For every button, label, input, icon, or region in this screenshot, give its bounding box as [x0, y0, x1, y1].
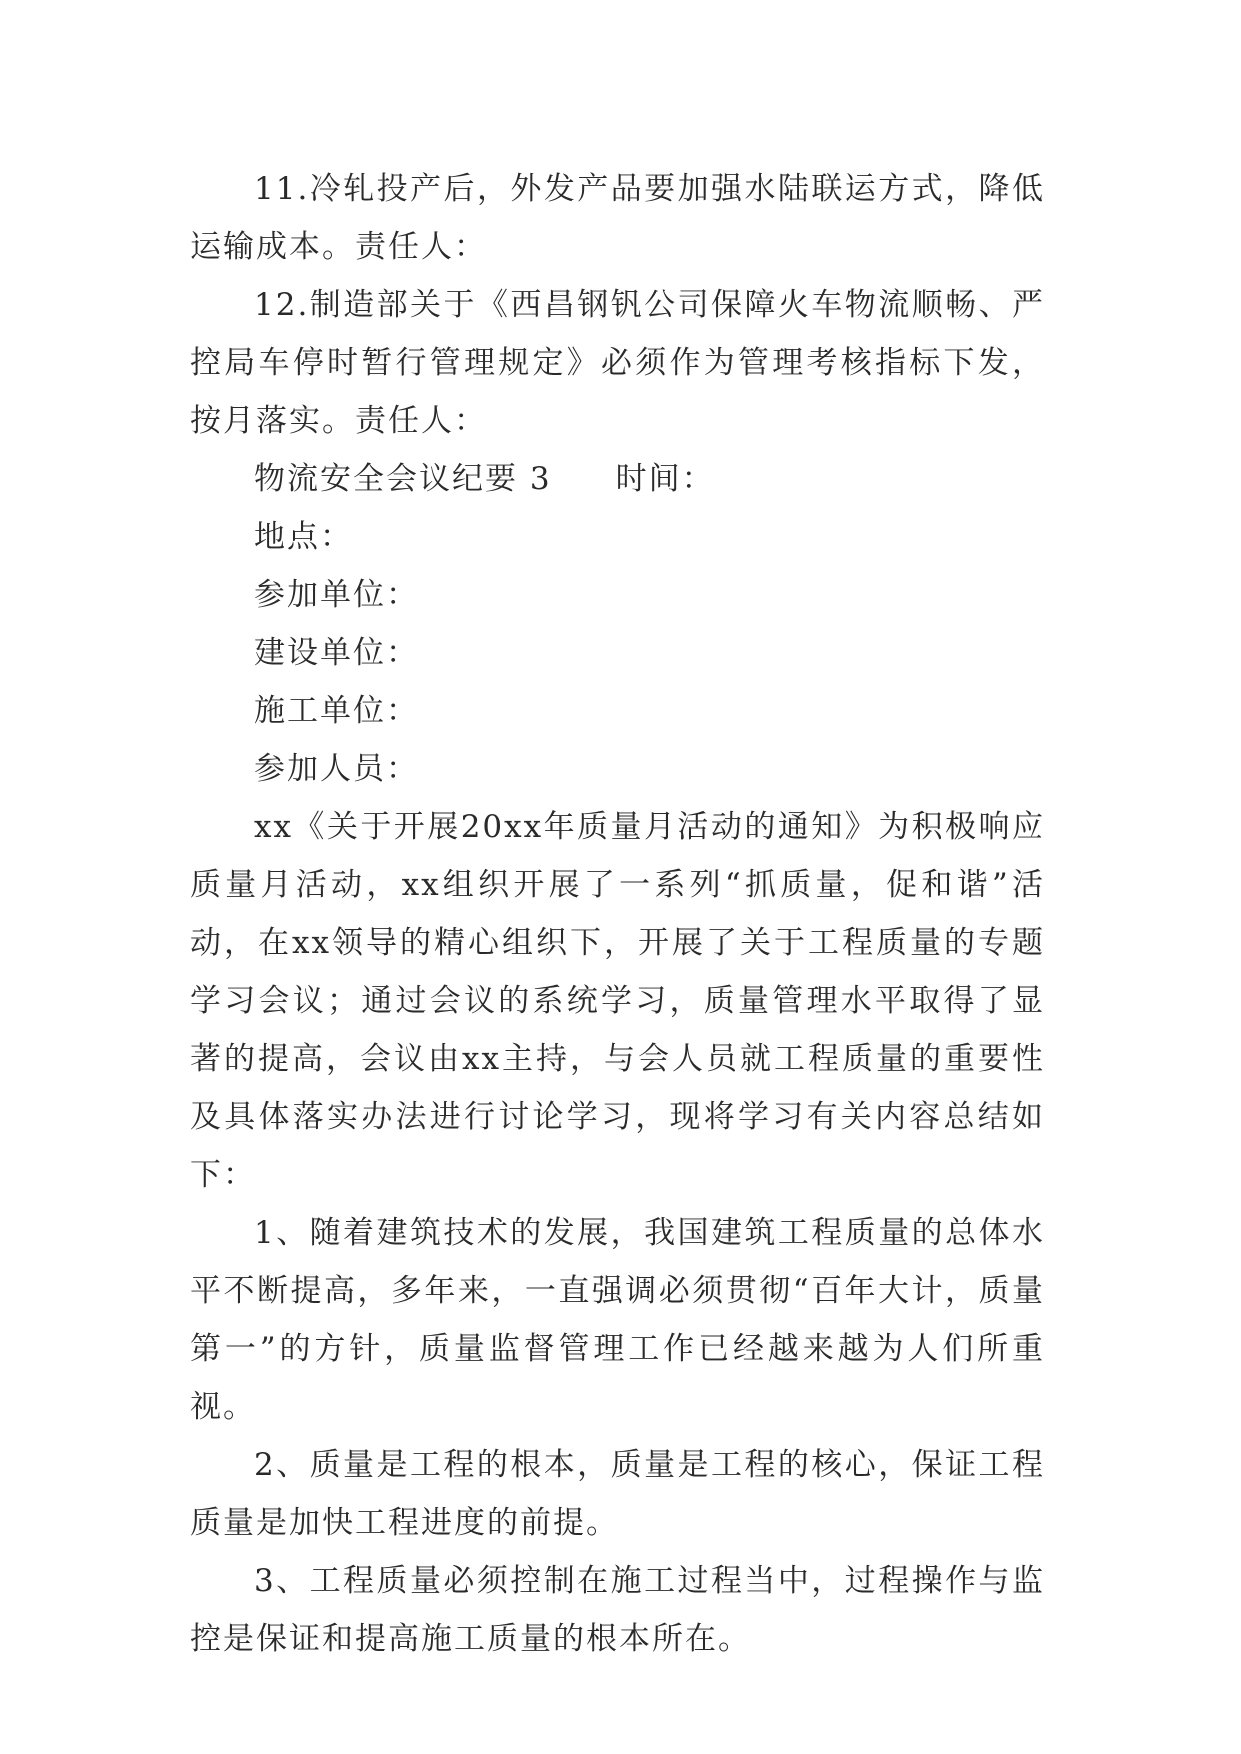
document-content — [190, 160, 1045, 1668]
body-paragraph-3: 3、工程质量必须控制在施工过程当中，过程操作与监控是保证和提高施工质量的根本所在。 — [190, 1563, 1045, 1657]
field-participating-units: 参加单位： — [254, 577, 419, 613]
field-contractor: 施工单位： — [254, 693, 419, 729]
meeting-title: 物流安全会议纪要 3 — [254, 461, 552, 497]
body-paragraph-intro: xx《关于开展20xx年质量月活动的通知》为积极响应质量月活动，xx组织开展了一系列“抓质量，促和谐”活动，在xx领导的精心组织下，开展了关于工程质量的专题学习会议；通过会议的系统学习，质量管理水平取得了显著的提高，会议由xx主持，与会人员就工程质量的重要性及具体落实办法进行讨论学习，现将学习有关内容总结如下： — [190, 809, 1045, 1193]
body-paragraph-2: 2、质量是工程的根本，质量是工程的核心，保证工程质量是加快工程进度的前提。 — [190, 1447, 1045, 1541]
field-location: 地点： — [254, 519, 353, 555]
paragraph-item-11: 11.冷轧投产后，外发产品要加强水陆联运方式，降低运输成本。责任人： — [190, 171, 1045, 265]
body-paragraph-1: 1、随着建筑技术的发展，我国建筑工程质量的总体水平不断提高，多年来，一直强调必须贯彻“百年大计，质量第一”的方针，质量监督管理工作已经越来越为人们所重视。 — [190, 1215, 1045, 1425]
meeting-time-label: 时间： — [615, 461, 715, 497]
paragraph-item-12: 12.制造部关于《西昌钢钒公司保障火车物流顺畅、严控局车停时暂行管理规定》必须作为管理考核指标下发，按月落实。责任人： — [190, 287, 1045, 439]
field-attendees: 参加人员： — [254, 751, 419, 787]
field-construction-owner: 建设单位： — [254, 635, 419, 671]
meeting-header-line — [190, 450, 1045, 508]
